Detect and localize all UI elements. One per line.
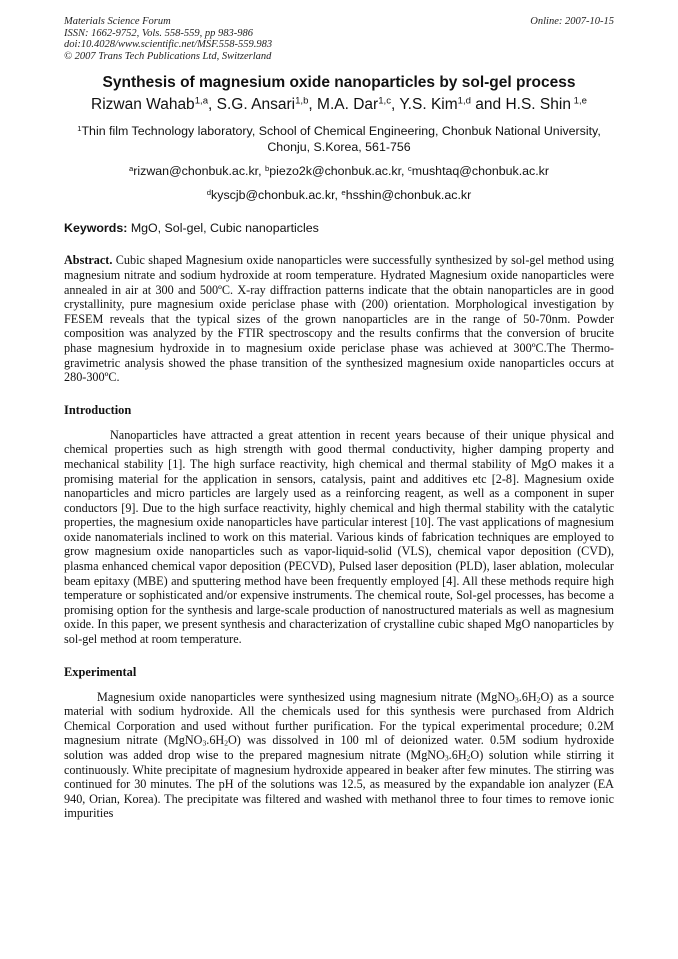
online-date: Online: 2007-10-15 xyxy=(530,16,614,27)
author-name: S.G. Ansari xyxy=(216,96,296,114)
email-line: $^a$rizwan@chonbuk.ac.kr, $^b$piezo2k@chonbuk.ac.kr, $^c$mushtaq@chonbuk.ac.kr xyxy=(128,164,550,179)
journal-name: Materials Science Forum xyxy=(64,16,171,27)
author-separator: , xyxy=(308,96,318,114)
email-b[interactable]: piezo2k@chonbuk.ac.kr xyxy=(269,164,402,179)
email-e[interactable]: hsshin@chonbuk.ac.kr xyxy=(345,188,472,203)
copyright: © 2007 Trans Tech Publications Ltd, Switzerland xyxy=(64,50,272,62)
doi: doi:10.4028/www.scientific.net/MSF.558-559.983 xyxy=(64,39,273,51)
affiliation-text: Thin film Technology laboratory, School of Chemical Engineering, Chonbuk National University, Chonju, S.Korea, 561-756 xyxy=(81,124,601,155)
author-list xyxy=(64,96,614,114)
email-line: $^d$kyscjb@chonbuk.ac.kr, $^e$hsshin@chonbuk.ac.kr xyxy=(206,188,472,203)
author-name: M.A. Dar xyxy=(317,96,379,114)
abstract-label: Abstract. xyxy=(64,253,113,268)
author-separator: , xyxy=(208,96,217,114)
experimental-paragraph: Magnesium oxide nanoparticles were synthesized using magnesium nitrate $(MgNO_3.6H_2O)$ as a source material with sodium hydroxide. All the chemicals used for this synthesis were purchased from Aldrich Chemical Corporation and used without further purification. For the typical experimental procedure; 0.2M magnesium nitrate $(MgNO_3.6H_2O)$ was dissolved in 100 ml of deionized water. 0.5M sodium hydroxide solution was added drop wise to the prepared magnesium nitrate $(MgNO_3.6H_2O)$ solution while stirring it continuously. White precipitate of magnesium hydroxide appeared in beaker after few minutes. The stirring was continued for 30 minutes. The pH of the solutions was 12.5, as measured by the expandable ion analyzer (EA 940, Orian, Korea). The precipitate was filtered and washed with methanol three to four times to remove ionic impurities xyxy=(64,689,614,821)
author-name: H.S. Shin xyxy=(505,96,571,114)
author-name: Rizwan Wahab xyxy=(91,96,195,114)
email-block xyxy=(64,163,614,203)
issn: ISSN: 1662-9752, Vols. 558-559, pp 983-986 xyxy=(64,27,253,39)
abstract-text: Cubic shaped Magnesium oxide nanoparticles were successfully synthesized by sol-gel method using magnesium nitrate and sodium hydroxide at room temperature. Hydrated Magnesium oxide nanoparticles were annealed in air at 300 and 500ºC. X-ray diffraction patterns indicate that the obtain nanoparticles are in good crystallinity, pure magnesium oxide periclase phase with (200) orientation. Morphological investigation by FESEM reveals that the typical sizes of the grown nanoparticles are in the range of 50-70nm. Powder composition was analyzed by the FTIR spectroscopy and the results confirms that the conversion of brucite phase magnesium hydroxide in to magnesium oxide periclase phase was achieved at 300ºC.The Thermo-gravimetric analysis showed the phase transition of the synthesized magnesium oxide nanoparticles occurs at 280-300ºC. xyxy=(64,253,615,385)
email-a[interactable]: rizwan@chonbuk.ac.kr xyxy=(133,164,259,179)
author-separator: and xyxy=(470,96,506,114)
keywords xyxy=(64,221,614,235)
abstract xyxy=(64,253,614,384)
introduction-heading: Introduction xyxy=(64,402,132,417)
experimental-heading: Experimental xyxy=(64,664,137,679)
author-separator: , xyxy=(391,96,400,114)
email-d[interactable]: kyscjb@chonbuk.ac.kr xyxy=(211,188,335,203)
introduction-paragraph: Nanoparticles have attracted a great attention in recent years because of their unique physical and chemical properties such as high strength with good thermal conductivity, higher damping property and mechanical stability [1]. The high surface reactivity, high chemical and thermal stability of MgO makes it a promising material for the application in sensors, catalysis, paint and additives etc [2-8]. Magnesium oxide nanoparticles and micro particles are largely used as a reinforcing reagent, as well as a component in super conductors [9]. Due to the high surface reactivity, highly chemical and high thermal stability with the catalytic properties, the magnesium oxide nanoparticles have particular interest [10]. The vast applications of magnesium oxide nanomaterials inclined to work on this material. Various kinds of fabrication techniques are employed to grow magnesium oxide nanoparticles such as vapor-liquid-solid (VLS), chemical vapor deposition (CVD), plasma enhanced chemical vapor deposition (PECVD), Pulsed laser deposition (PLD), laser ablation, molecular beam epitaxy (MBE) and sputtering method have been frequently employed [4]. All these methods require high temperature or sophisticated and/or expensive instruments. The chemical route, Sol-gel processes, has become a promising option for the synthesis and large-scale production of nanostructured materials as well as magnesium oxide. In this paper, we present synthesis and characterization of crystalline cubic shaped MgO nanoparticles by sol-gel method at room temperature. xyxy=(64,427,614,647)
author-superscript: 1,c xyxy=(378,96,391,108)
affiliation xyxy=(64,123,614,155)
keywords-text: MgO, Sol-gel, Cubic nanoparticles xyxy=(130,221,319,236)
author-name: Y.S. Kim xyxy=(399,96,458,114)
keywords-label: Keywords: xyxy=(64,221,128,236)
paper-title: Synthesis of magnesium oxide nanoparticles by sol-gel process xyxy=(102,74,576,92)
author-superscript: 1,a xyxy=(194,96,209,108)
author-superscript: 1,e xyxy=(570,96,587,108)
author-superscript: 1,b xyxy=(295,96,309,108)
email-c[interactable]: mushtaq@chonbuk.ac.kr xyxy=(411,164,550,179)
affiliation-superscript: 1 xyxy=(77,124,82,134)
journal-header xyxy=(64,16,614,62)
author-superscript: 1,d xyxy=(457,96,471,108)
